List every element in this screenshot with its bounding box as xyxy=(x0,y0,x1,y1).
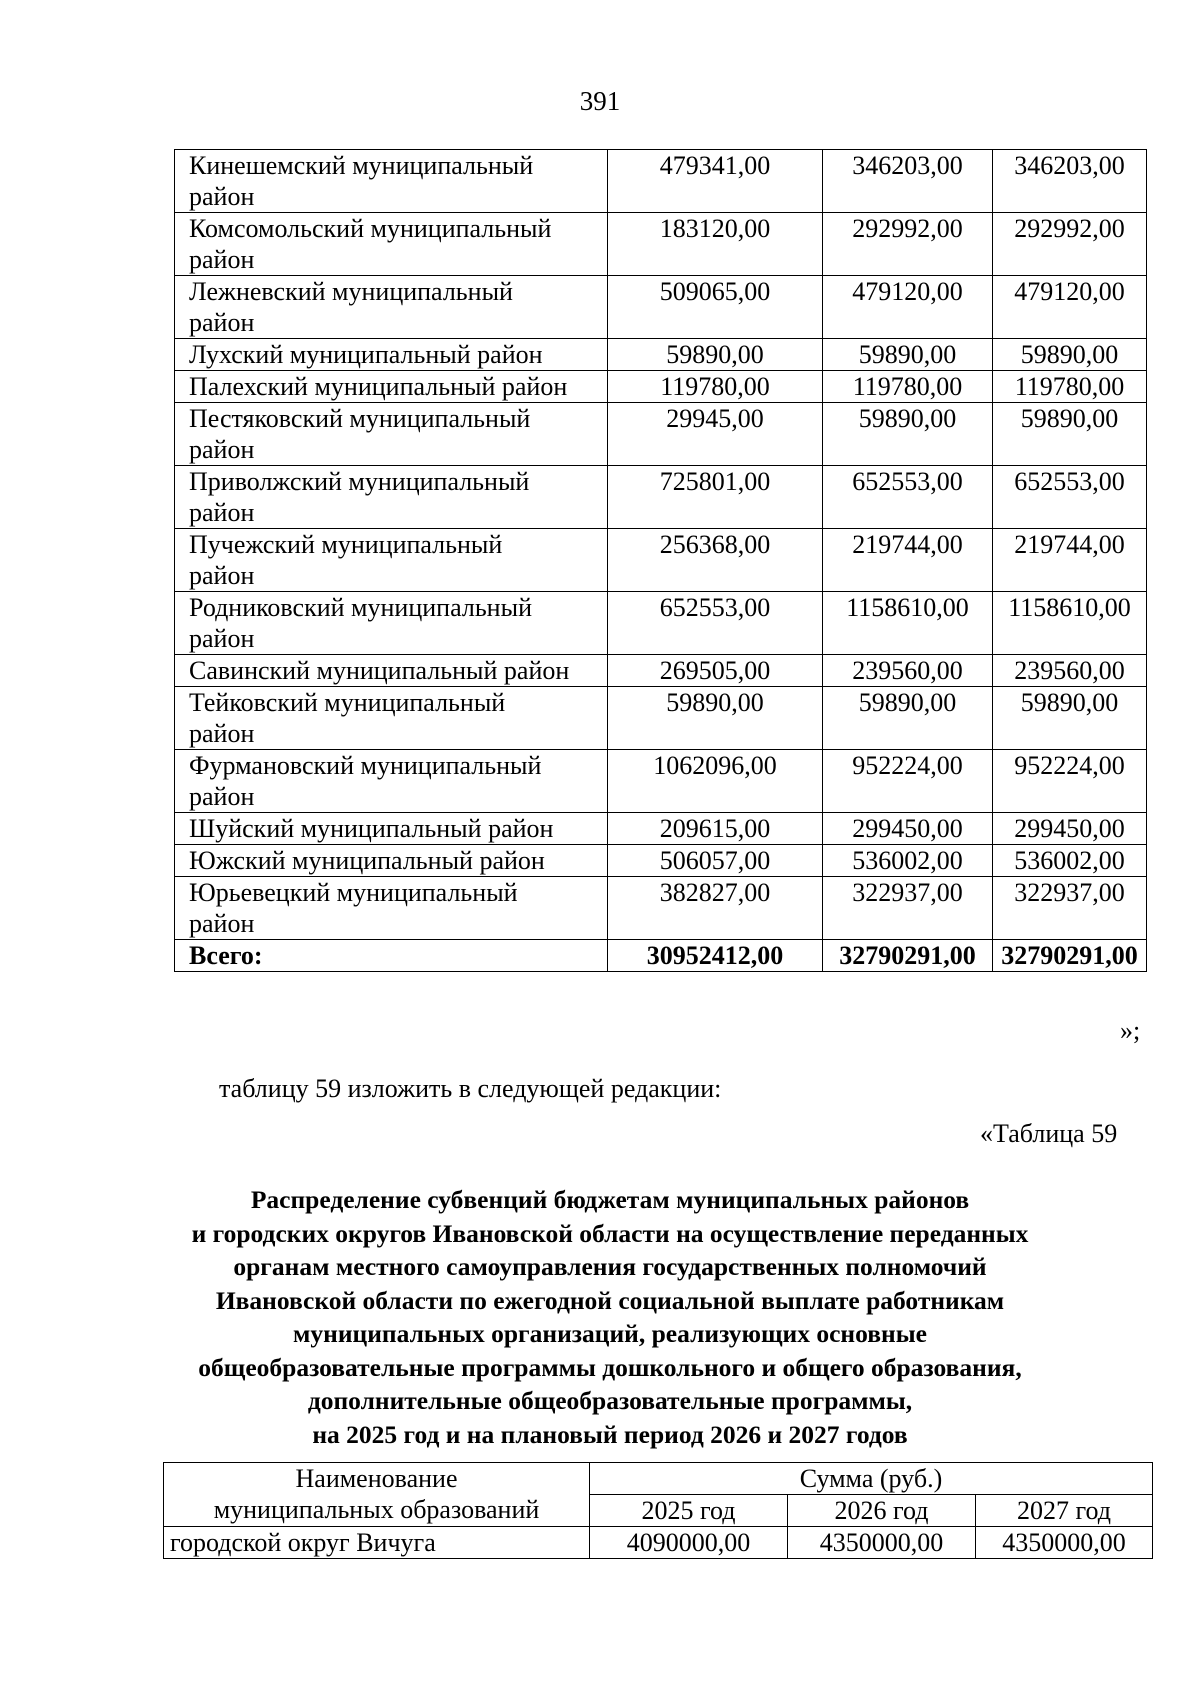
table-59-heading xyxy=(150,1183,1070,1451)
value-cell-2026: 59890,00 xyxy=(823,339,993,371)
value-cell-2026: 322937,00 xyxy=(823,877,993,940)
table-row xyxy=(175,687,1147,750)
municipality-name-cell xyxy=(175,750,608,813)
value-cell-2027: 4350000,00 xyxy=(976,1527,1153,1559)
value-cell-2026: 119780,00 xyxy=(823,371,993,403)
heading-line: Ивановской области по ежегодной социальной выплате работникам xyxy=(215,1285,1005,1315)
table-row xyxy=(175,529,1147,592)
header-year-cell: 2025 год xyxy=(590,1495,788,1527)
value-cell-2026: 536002,00 xyxy=(823,845,993,877)
municipality-name-line: район xyxy=(189,498,255,527)
value-cell-2026: 346203,00 xyxy=(823,150,993,213)
value-cell-2026: 59890,00 xyxy=(823,687,993,750)
value-cell-2026: 299450,00 xyxy=(823,813,993,845)
value-cell-2027: 536002,00 xyxy=(993,845,1147,877)
closing-quote: »; xyxy=(1120,1016,1141,1045)
municipality-name-line: район xyxy=(189,782,255,811)
table-row xyxy=(175,339,1147,371)
value-cell-2025: 725801,00 xyxy=(608,466,823,529)
municipality-name-cell: городской округ Вичуга xyxy=(164,1527,590,1559)
table-row xyxy=(175,877,1147,940)
value-cell-2025: 509065,00 xyxy=(608,276,823,339)
value-cell-2026: 652553,00 xyxy=(823,466,993,529)
value-cell-2025: 209615,00 xyxy=(608,813,823,845)
value-cell-2025: 119780,00 xyxy=(608,371,823,403)
header-year-cell: 2027 год xyxy=(976,1495,1153,1527)
table-row xyxy=(175,213,1147,276)
value-cell-2027: 59890,00 xyxy=(993,687,1147,750)
table-row xyxy=(175,466,1147,529)
table-row xyxy=(175,845,1147,877)
table-59-header-row xyxy=(164,1463,1153,1495)
municipality-name-line: Родниковский муниципальный xyxy=(189,593,532,622)
municipality-name-cell xyxy=(175,592,608,655)
value-cell-2027: 652553,00 xyxy=(993,466,1147,529)
value-cell-2025: 382827,00 xyxy=(608,877,823,940)
total-value-cell-2026: 32790291,00 xyxy=(823,940,993,972)
municipality-name-cell: Южский муниципальный район xyxy=(175,845,608,877)
value-cell-2027: 119780,00 xyxy=(993,371,1147,403)
municipality-name-line: район xyxy=(189,308,255,337)
value-cell-2027: 1158610,00 xyxy=(993,592,1147,655)
table-row xyxy=(164,1527,1153,1559)
value-cell-2026: 479120,00 xyxy=(823,276,993,339)
value-cell-2025: 269505,00 xyxy=(608,655,823,687)
municipality-name-line: район xyxy=(189,245,255,274)
table-row xyxy=(175,750,1147,813)
value-cell-2025: 59890,00 xyxy=(608,339,823,371)
instruction-text: таблицу 59 изложить в следующей редакции: xyxy=(219,1074,722,1103)
value-cell-2026: 59890,00 xyxy=(823,403,993,466)
table-59 xyxy=(163,1462,1153,1559)
heading-line: общеобразовательные программы дошкольного и общего образования, xyxy=(198,1352,1022,1382)
value-cell-2025: 183120,00 xyxy=(608,213,823,276)
municipality-name-line: район xyxy=(189,909,255,938)
value-cell-2027: 219744,00 xyxy=(993,529,1147,592)
heading-line: органам местного самоуправления государственных полномочий xyxy=(233,1252,987,1281)
municipality-name-line: Юрьевецкий муниципальный xyxy=(189,878,518,907)
municipality-name-cell xyxy=(175,529,608,592)
table-row xyxy=(175,276,1147,339)
value-cell-2026: 952224,00 xyxy=(823,750,993,813)
value-cell-2025: 506057,00 xyxy=(608,845,823,877)
municipality-name-cell xyxy=(175,877,608,940)
value-cell-2027: 322937,00 xyxy=(993,877,1147,940)
heading-line: дополнительные общеобразовательные программы, xyxy=(307,1386,913,1415)
table-row xyxy=(175,592,1147,655)
municipality-name-cell xyxy=(175,687,608,750)
municipality-name-cell xyxy=(175,466,608,529)
value-cell-2027: 952224,00 xyxy=(993,750,1147,813)
value-cell-2025: 29945,00 xyxy=(608,403,823,466)
table-row xyxy=(175,371,1147,403)
municipality-name-line: район xyxy=(189,561,255,590)
value-cell-2026: 4350000,00 xyxy=(788,1527,976,1559)
municipality-name-cell xyxy=(175,403,608,466)
total-label-cell: Всего: xyxy=(175,940,608,972)
value-cell-2025: 1062096,00 xyxy=(608,750,823,813)
municipality-name-line: Пучежский муниципальный xyxy=(189,530,503,559)
heading-line: муниципальных организаций, реализующих основные xyxy=(293,1319,927,1348)
value-cell-2026: 292992,00 xyxy=(823,213,993,276)
header-sum-cell: Сумма (руб.) xyxy=(590,1463,1153,1495)
municipality-name-line: район xyxy=(189,624,255,653)
municipality-name-line: Комсомольский муниципальный xyxy=(189,214,552,243)
municipality-name-line: Фурмановский муниципальный xyxy=(189,751,542,780)
municipality-name-line: район xyxy=(189,435,255,464)
value-cell-2027: 479120,00 xyxy=(993,276,1147,339)
value-cell-2027: 59890,00 xyxy=(993,339,1147,371)
page-number: 391 xyxy=(579,86,621,116)
value-cell-2026: 1158610,00 xyxy=(823,592,993,655)
municipality-name-cell: Лухский муниципальный район xyxy=(175,339,608,371)
municipality-name-cell xyxy=(175,213,608,276)
header-name-line: муниципальных образований xyxy=(213,1495,540,1524)
value-cell-2027: 292992,00 xyxy=(993,213,1147,276)
subvention-table-continued xyxy=(174,149,1147,972)
table-row xyxy=(175,655,1147,687)
value-cell-2027: 239560,00 xyxy=(993,655,1147,687)
value-cell-2027: 299450,00 xyxy=(993,813,1147,845)
municipality-name-line: район xyxy=(189,719,255,748)
value-cell-2026: 239560,00 xyxy=(823,655,993,687)
heading-line: на 2025 год и на плановый период 2026 и 2027 годов xyxy=(312,1419,908,1449)
header-name-cell xyxy=(164,1463,590,1527)
table-row xyxy=(175,813,1147,845)
total-value-cell-2025: 30952412,00 xyxy=(608,940,823,972)
total-value-cell-2027: 32790291,00 xyxy=(993,940,1147,972)
header-year-cell: 2026 год xyxy=(788,1495,976,1527)
municipality-name-line: Приволжский муниципальный xyxy=(189,467,530,496)
heading-line: и городских округов Ивановской области на осуществление переданных xyxy=(191,1218,1029,1248)
value-cell-2025: 652553,00 xyxy=(608,592,823,655)
municipality-name-cell: Палехский муниципальный район xyxy=(175,371,608,403)
municipality-name-line: Лежневский муниципальный xyxy=(189,277,513,306)
municipality-name-cell: Савинский муниципальный район xyxy=(175,655,608,687)
municipality-name-line: Тейковский муниципальный xyxy=(189,688,506,717)
header-name-line: Наименование xyxy=(295,1464,458,1493)
value-cell-2025: 479341,00 xyxy=(608,150,823,213)
table-label: «Таблица 59 xyxy=(980,1119,1118,1148)
table-row xyxy=(175,403,1147,466)
municipality-name-cell xyxy=(175,276,608,339)
municipality-name-line: район xyxy=(189,182,255,211)
value-cell-2027: 59890,00 xyxy=(993,403,1147,466)
municipality-name-cell: Шуйский муниципальный район xyxy=(175,813,608,845)
municipality-name-cell xyxy=(175,150,608,213)
total-row xyxy=(175,940,1147,972)
municipality-name-line: Пестяковский муниципальный xyxy=(189,404,531,433)
value-cell-2025: 256368,00 xyxy=(608,529,823,592)
municipality-name-line: Кинешемский муниципальный xyxy=(189,151,534,180)
value-cell-2026: 219744,00 xyxy=(823,529,993,592)
table-row xyxy=(175,150,1147,213)
value-cell-2027: 346203,00 xyxy=(993,150,1147,213)
value-cell-2025: 4090000,00 xyxy=(590,1527,788,1559)
value-cell-2025: 59890,00 xyxy=(608,687,823,750)
heading-line: Распределение субвенций бюджетам муниципальных районов xyxy=(250,1185,970,1214)
